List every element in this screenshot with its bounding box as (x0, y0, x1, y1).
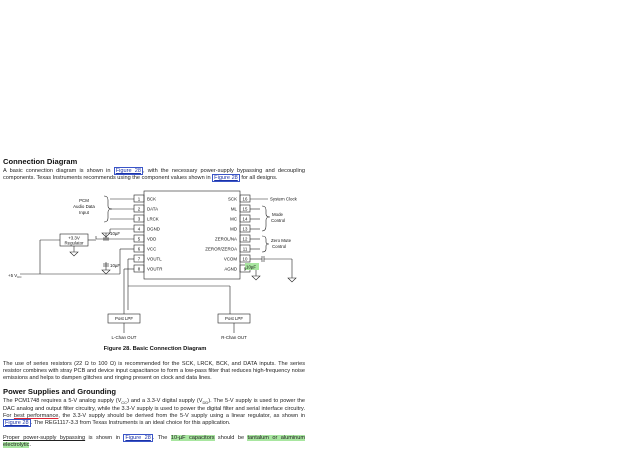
pin-num-15: 15 (242, 206, 248, 212)
pin-num-16: 16 (242, 196, 248, 202)
connection-text-b: , with the necessary power-supply bypassing and decoupling components. Texas Instruments recommends using the component values shown in (3, 168, 305, 181)
ground-symbol (252, 276, 260, 280)
pin-num-3: 3 (137, 216, 141, 222)
bypassing-text: Proper power-supply bypassing (3, 435, 86, 441)
pin-name-dgnd: DGND (147, 226, 160, 232)
regulator-label-1: +3.3V (68, 235, 80, 241)
supply-label: +5 $V_{CC}$ (8, 273, 22, 279)
pin-num-12: 12 (242, 236, 248, 242)
mode-label-2: Control (271, 218, 286, 223)
power-paragraph-2 (3, 435, 305, 449)
system-clock-label: System Clock (270, 196, 297, 202)
power-text-a: The PCM1748 requires a 5-V analog supply (V (3, 398, 122, 404)
pin-num-7: 7 (137, 256, 141, 262)
highlight-tantalum: tantalum or aluminum electrolytic (3, 435, 306, 448)
pin-name-data: DATA (147, 206, 159, 212)
power2-text-c: . The (152, 435, 171, 441)
pin-num-5: 5 (137, 236, 141, 242)
zero-mute-label-2: Control (272, 244, 287, 249)
ground-symbol (288, 278, 296, 282)
pin-num-6: 6 (137, 246, 141, 252)
pin-name-vcc: VCC (147, 246, 157, 252)
section-heading-connection: Connection Diagram (3, 157, 78, 166)
post-lpf-right-label: Post LPF (224, 316, 244, 321)
pin-name-voutr: VOUTR (147, 266, 163, 272)
pin-num-14: 14 (242, 216, 248, 222)
pin-num-1: 1 (137, 196, 141, 202)
cap-label-vcc: 10µF (110, 263, 121, 268)
pin-name-vdd: VDD (147, 236, 157, 242)
pin-num-8: 8 (137, 266, 141, 272)
pcm-label-2: Audio Data (73, 204, 95, 209)
right-channel-out-label: R-Chan OUT (221, 335, 247, 340)
connection-diagram-figure (0, 186, 310, 346)
pin-name-bck: BCK (147, 196, 157, 202)
section-heading-power: Power Supplies and Grounding (3, 387, 117, 396)
zero-mute-label-1: Zero Mute (271, 238, 292, 243)
power-text-c: ). The 5-V supply is used to power the DAC analog and output filter circuitry, while the 3.3-V supply is used to power the digital filter and serial interface circuitry. For (3, 398, 305, 420)
pin-num-11: 11 (242, 246, 248, 252)
pin-name-mc: MC (230, 216, 237, 222)
figure-28-link-2[interactable]: Figure 28 (214, 175, 238, 181)
power-text-b: ) and a 3.3-V digital supply (V (127, 398, 203, 404)
figure-28-link-3[interactable]: Figure 28 (5, 420, 29, 427)
left-channel-out-label: L-Chan OUT (111, 335, 137, 340)
highlight-10uf-capacitors: 10-µF capacitors (170, 435, 215, 441)
pin-name-sck: SCK (227, 196, 237, 202)
power-text-e: . The REG1117-3.3 from Texas Instruments is an ideal choice for this application. (30, 420, 231, 427)
regulator-label-2: Regulator (64, 240, 84, 246)
pin-name-ml: ML (230, 206, 237, 212)
pin-name-voutl: VOUTL (147, 256, 162, 262)
power2-text-e: . (29, 442, 31, 448)
figure-28-link-1[interactable]: Figure 28 (115, 168, 141, 174)
pin-num-2: 2 (137, 206, 141, 212)
pin-num-9: 9 (243, 266, 247, 272)
power-sub-dd: DD (202, 400, 209, 406)
pin-num-10: 10 (242, 256, 248, 262)
pin-name-zeror: ZEROR/ZEROA (205, 246, 237, 252)
connection-paragraph (3, 168, 305, 182)
pin-name-md: MD (230, 226, 237, 232)
figure-caption: Figure 28. Basic Connection Diagram (103, 346, 207, 352)
post-lpf-left-label: Post LPF (114, 316, 134, 321)
power-sub-cc: CC (121, 400, 128, 406)
mode-label-1: Mode (272, 212, 283, 217)
pin-num-4: 4 (137, 226, 141, 232)
connection-text-c: for all designs. (239, 175, 278, 181)
cap-label-vdd: 10µF (110, 231, 121, 236)
power-paragraph-1 (3, 398, 305, 427)
pin-name-vcom: VCOM (223, 256, 237, 262)
pin-name-zerol: ZEROL/NA (215, 236, 237, 242)
power2-text-b: is shown in (85, 435, 124, 441)
ground-symbol (70, 252, 78, 256)
power-text-d: , the 3.3-V supply should be derived from the 5-V supply using a linear regulator, as shown in (58, 413, 305, 420)
pin-num-13: 13 (242, 226, 248, 232)
cap-label-vcom: 10µF (246, 264, 257, 270)
connection-text-a: A basic connection diagram is shown in (3, 168, 114, 174)
figure-28-link-4[interactable]: Figure 28 (125, 435, 151, 441)
best-performance-text: best performance (13, 413, 59, 420)
ground-symbol (102, 270, 110, 274)
pcm-label-1: PCM (79, 198, 89, 203)
pin-name-lrck: LRCK (147, 216, 159, 222)
power2-text-d: should be (214, 435, 248, 441)
pcm-label-3: Input (79, 210, 89, 215)
series-resistor-paragraph: The use of series resistors (22 Ω to 100 Ω) is recommended for the SCK, LRCK, BCK, and DATA inputs. The series resistor combines with stray PCB and device input capacitance to form a low-pass filter that reduces high-frequency noise emissions and helps to dampen glitches and ringing present on clock and data lines. (3, 361, 305, 381)
pin-name-agnd: AGND (224, 266, 237, 272)
